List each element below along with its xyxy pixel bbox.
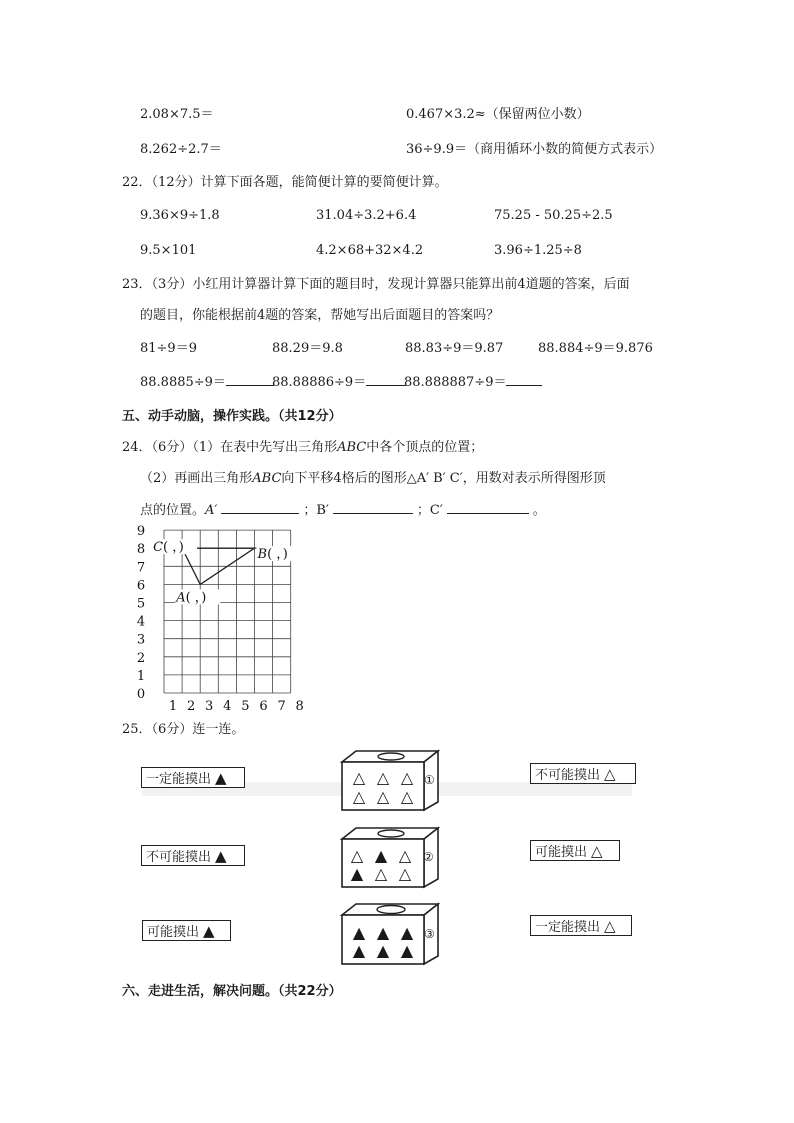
left-label-2[interactable]: 不可能摸出 ▲ — [141, 845, 245, 866]
y-tick-label: 8 — [136, 542, 146, 558]
y-tick-label: 9 — [136, 524, 146, 540]
box-3-bottom-row: ▲ ▲ ▲ — [352, 941, 414, 960]
q23-blank-item-3: 88.888887÷9＝ — [404, 376, 542, 389]
box-2-bottom-row: ▲ △ △ — [350, 864, 412, 883]
y-tick-label: 7 — [136, 560, 146, 576]
right-label-2[interactable]: 可能摸出 △ — [530, 840, 620, 861]
q21-item-2: 0.467×3.2≈（保留两位小数） — [406, 107, 590, 122]
q22-item-1: 9.36×9÷1.8 — [140, 208, 220, 223]
right-label-1[interactable]: 不可能摸出 △ — [530, 763, 636, 784]
q23-given-3: 88.83÷9＝9.87 — [405, 341, 504, 356]
q23-given-1: 81÷9＝9 — [140, 341, 197, 356]
box-3-top-row: ▲ ▲ ▲ — [352, 923, 414, 942]
q22-item-4: 9.5×101 — [140, 243, 197, 258]
answer-blank[interactable] — [226, 385, 274, 386]
answer-blank-a[interactable] — [221, 513, 299, 514]
q23-given-2: 88.29＝9.8 — [272, 341, 343, 356]
x-tick-label: 5 — [241, 699, 250, 714]
box-1-top-row: △ △ △ — [352, 768, 414, 787]
box-2-number: ② — [423, 850, 434, 864]
x-tick-label: 2 — [186, 699, 196, 714]
left-label-3[interactable]: 可能摸出 ▲ — [142, 920, 231, 941]
x-tick-label: 8 — [295, 699, 304, 714]
q24-line-1: 24．（6分）（1）在表中先写出三角形ABC中各个顶点的位置； — [122, 440, 484, 455]
grid-y-ticks — [137, 524, 145, 702]
q21-item-3: 8.262÷2.7＝ — [140, 142, 222, 157]
x-tick-label: 4 — [223, 699, 232, 714]
section-5-heading: 五、动手动脑，操作实践。（共12分） — [122, 409, 342, 424]
point-b-label: B( ，) — [257, 547, 288, 563]
q22-item-5: 4.2×68+32×4.2 — [316, 243, 424, 258]
q24-line-2: （2）再画出三角形ABC向下平移4格后的图形△A′ B′ C′，用数对表示所得图形顶 — [140, 471, 606, 486]
point-a-label: A( ，) — [176, 590, 207, 606]
y-tick-label: 0 — [136, 687, 146, 702]
y-tick-label: 5 — [136, 596, 146, 612]
q22-item-2: 31.04÷3.2+6.4 — [316, 208, 417, 223]
x-tick-label: 3 — [205, 699, 214, 714]
q21-item-4: 36÷9.9＝（商用循环小数的简便方式表示） — [406, 142, 663, 157]
x-tick-label: 6 — [259, 699, 268, 714]
box-1-bottom-row: △ △ △ — [352, 787, 414, 806]
coordinate-grid[interactable] — [130, 522, 330, 722]
y-tick-label: 4 — [136, 614, 146, 630]
x-tick-label: 7 — [277, 699, 286, 714]
point-labels — [152, 539, 301, 605]
q23-given-4: 88.884÷9＝9.876 — [538, 341, 653, 356]
q22-item-3: 75.25 - 50.25÷2.5 — [494, 208, 613, 223]
box-2-top-row: △ ▲ △ — [350, 846, 412, 865]
right-label-3[interactable]: 一定能摸出 △ — [530, 915, 632, 936]
q21-item-1: 2.08×7.5＝ — [140, 107, 214, 122]
point-c-label: C( ，) — [153, 540, 184, 556]
q23-blank-item-2: 88.88886÷9＝ — [272, 376, 406, 389]
q23-blank-item-1: 88.8885÷9＝ — [140, 376, 274, 389]
answer-blank[interactable] — [366, 385, 406, 386]
q24-line-3: 点的位置。A′ ；B′ ；C′ 。 — [140, 503, 546, 518]
q23-title-2: 的题目，你能根据前4题的答案，帮她写出后面题目的答案吗？ — [140, 308, 500, 323]
y-tick-label: 2 — [136, 650, 146, 666]
q25-title: 25．（6分）连一连。 — [122, 722, 245, 737]
y-tick-label: 6 — [136, 578, 146, 594]
q22-item-6: 3.96÷1.25÷8 — [494, 243, 582, 258]
box-3-number: ③ — [424, 927, 435, 941]
section-6-heading: 六、走进生活，解决问题。（共22分） — [122, 984, 342, 999]
left-label-1[interactable]: 一定能摸出 ▲ — [141, 767, 245, 788]
box-1-number: ① — [424, 773, 435, 787]
grid-x-ticks — [169, 699, 304, 714]
y-tick-label: 1 — [136, 668, 146, 684]
answer-blank-b[interactable] — [333, 513, 413, 514]
answer-blank-c[interactable] — [447, 513, 529, 514]
y-tick-label: 3 — [136, 632, 146, 648]
q22-title: 22．（12分）计算下面各题，能简便计算的要简便计算。 — [122, 175, 448, 190]
x-tick-label: 1 — [168, 699, 178, 714]
answer-blank[interactable] — [506, 385, 542, 386]
q23-title-1: 23．（3分）小红用计算器计算下面的题目时，发现计算器只能算出前4道题的答案，后面 — [122, 277, 630, 292]
